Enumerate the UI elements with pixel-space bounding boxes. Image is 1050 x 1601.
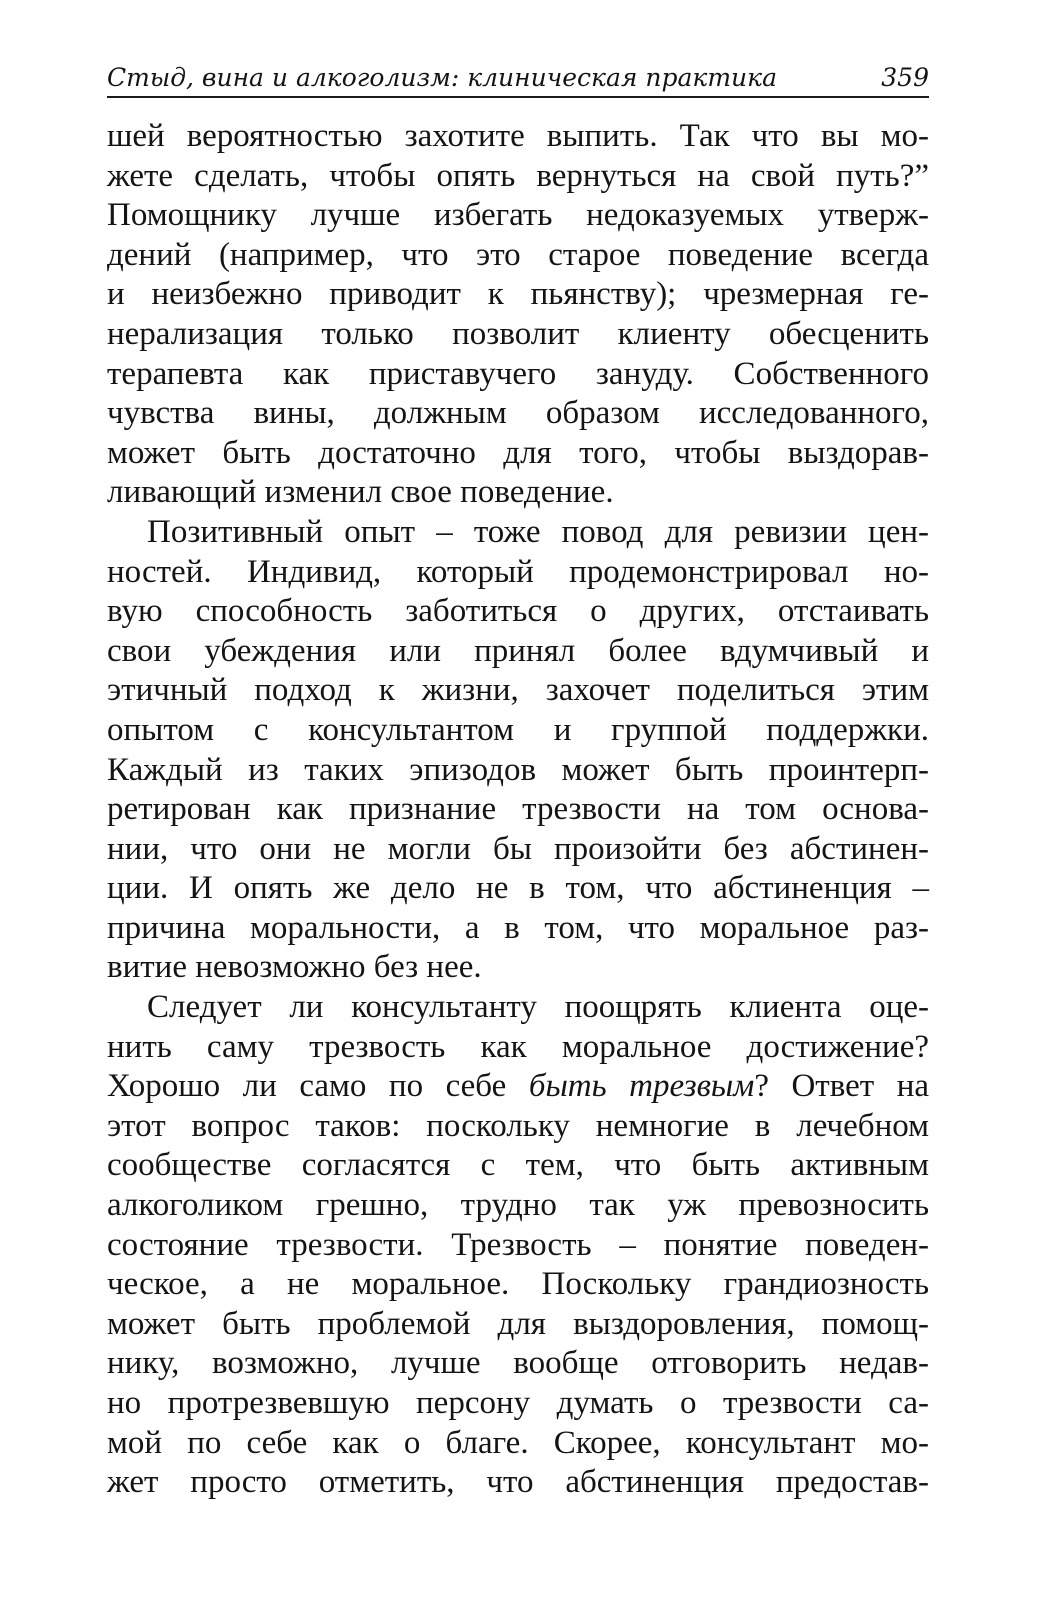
text-line: Помощнику лучше избегать недоказуемых утверж- <box>107 197 929 234</box>
text-line: терапевта как приставучего зануду. Собственного <box>107 355 929 392</box>
text-line: свои убеждения или принял более вдумчивый и <box>107 632 929 669</box>
text-line: этичный подход к жизни, захочет поделиться этим <box>107 672 929 709</box>
text-line: шей вероятностью захотите выпить. Так что вы мо- <box>107 118 929 154</box>
text-line: может быть проблемой для выздоровления, помощ- <box>107 1305 929 1342</box>
text-line: мой по себе как о благе. Скорее, консультант мо- <box>107 1424 929 1461</box>
running-head-title: Стыд, вина и алкоголизм: клиническая практика <box>107 63 777 92</box>
text-line: состояние трезвости. Трезвость – понятие поведен- <box>107 1226 929 1263</box>
text-line: вую способность заботиться о других, отстаивать <box>107 593 929 630</box>
text-line: ностей. Индивид, который продемонстрировал но- <box>107 553 929 590</box>
text-line: дений (например, что это старое поведение всегда <box>107 236 929 273</box>
paragraph-3 <box>107 988 929 1503</box>
text-line: и неизбежно приводит к пьянству); чрезмерная ге- <box>107 276 929 313</box>
emphasis-text: быть трезвым <box>528 1068 755 1105</box>
body-text <box>107 117 929 1503</box>
text-line: ливающий изменил свое поведение. <box>107 474 614 511</box>
text-line: ретирован как признание трезвости на том основа- <box>107 791 929 828</box>
text-line: нии, что они не могли бы произойти без абстинен- <box>107 830 929 867</box>
paragraph-1 <box>107 117 929 513</box>
text-line: сообществе согласятся с тем, что быть активным <box>107 1147 929 1184</box>
text-line: нерализация только позволит клиенту обесценить <box>107 315 929 352</box>
text-line: Следует ли консультанту поощрять клиента оце- <box>147 989 929 1026</box>
text-line: жет просто отметить, что абстиненция предостав- <box>107 1464 929 1501</box>
text-line: нику, возможно, лучше вообще отговорить недав- <box>107 1345 929 1382</box>
text-line: ции. И опять же дело не в том, что абстиненция – <box>107 870 929 907</box>
text-line: алкоголиком грешно, трудно так уж превозносить <box>107 1187 929 1224</box>
text-segment: ? Ответ на <box>754 1068 930 1105</box>
text-line: этот вопрос таков: поскольку немногие в лечебном <box>107 1107 929 1144</box>
text-line: нить саму трезвость как моральное достижение? <box>107 1028 929 1065</box>
text-line: может быть достаточно для того, чтобы выздорав- <box>107 434 929 471</box>
text-line: Каждый из таких эпизодов может быть проинтерп- <box>107 751 929 788</box>
text-line-with-emphasis <box>107 1067 929 1107</box>
text-line: жете сделать, чтобы опять вернуться на свой путь?” <box>107 157 929 194</box>
text-line: витие невозможно без нее. <box>107 949 482 986</box>
text-line: опытом с консультантом и группой поддержки. <box>107 711 929 748</box>
text-line: ческое, а не моральное. Поскольку грандиозность <box>107 1266 929 1303</box>
text-segment: Хорошо ли само по себе <box>107 1068 507 1105</box>
text-line: Позитивный опыт – тоже повод для ревизии цен- <box>147 513 929 550</box>
text-line: чувства вины, должным образом исследованного, <box>107 395 929 432</box>
text-line: но протрезвевшую персону думать о трезвости са- <box>107 1385 929 1421</box>
text-line: причина моральности, а в том, что моральное раз- <box>107 909 929 946</box>
page-number: 359 <box>881 63 929 92</box>
paragraph-2 <box>107 513 929 988</box>
running-head <box>107 60 929 98</box>
